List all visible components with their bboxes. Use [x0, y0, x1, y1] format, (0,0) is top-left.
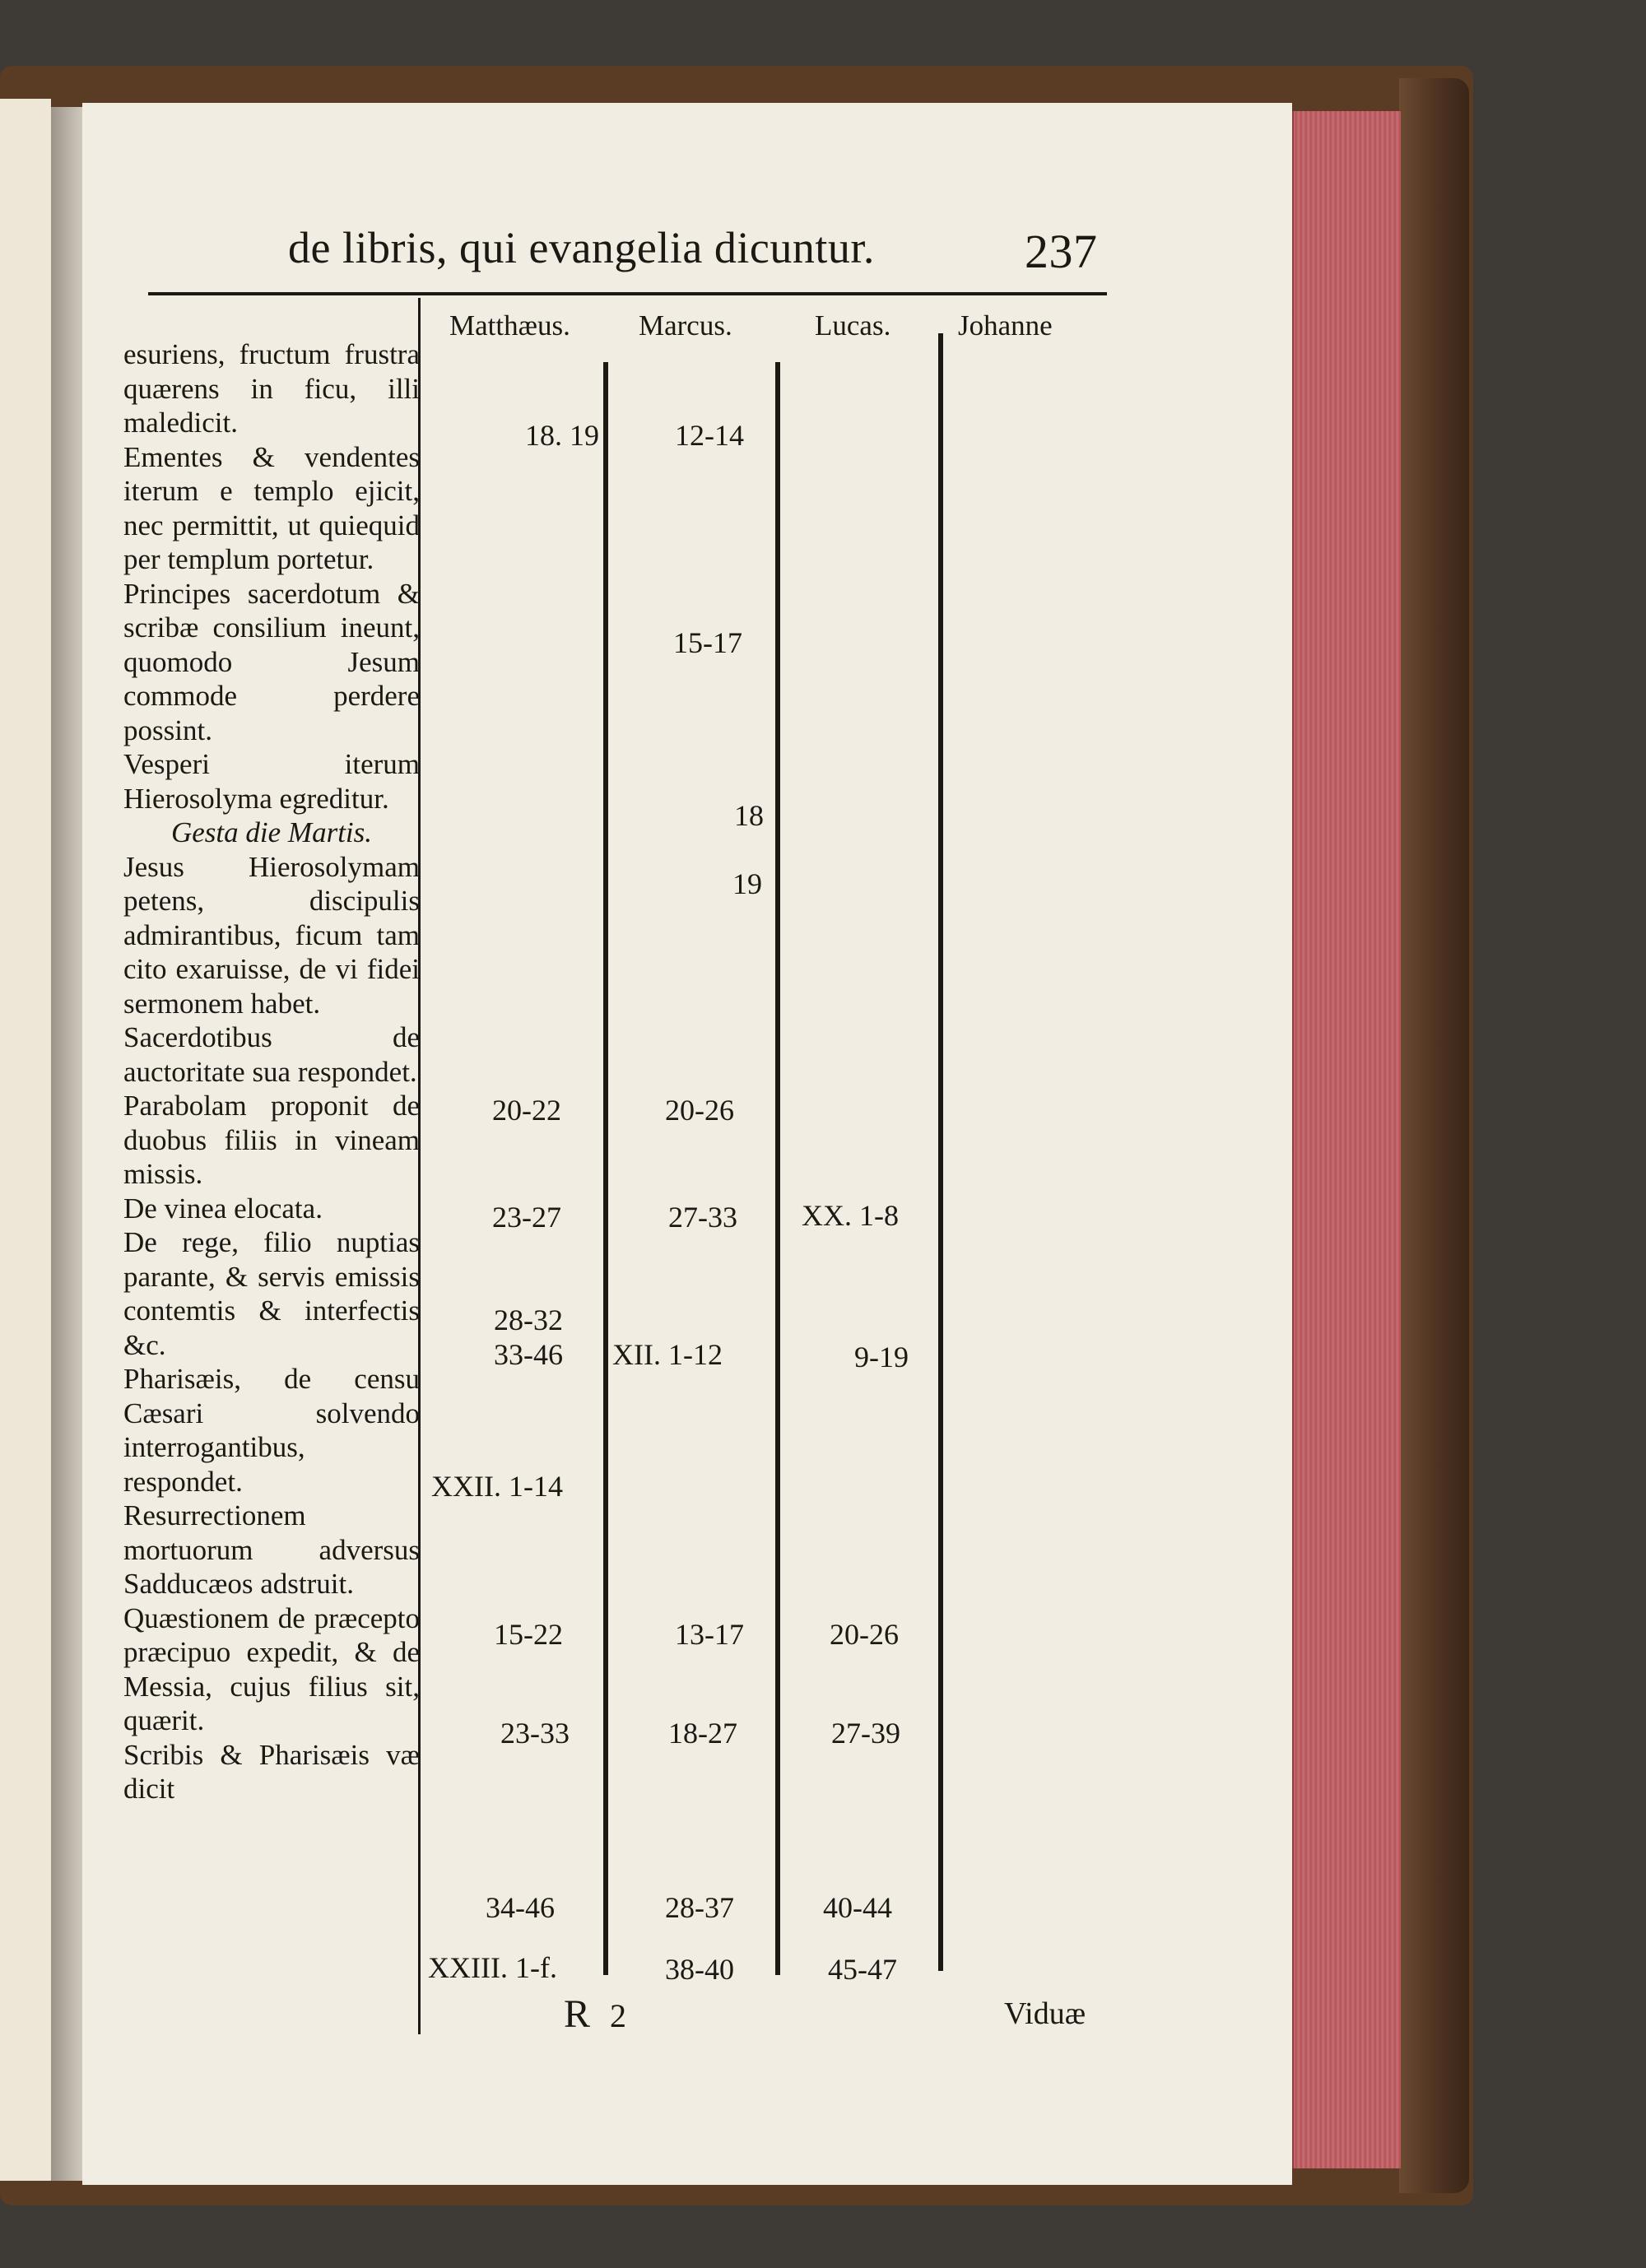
ref-marcus: 12-14: [675, 419, 744, 452]
column-header-johannes: Johanne: [958, 309, 1053, 342]
ref-marcus: 13-17: [675, 1618, 744, 1651]
ref-matthaeus: 20-22: [492, 1094, 561, 1127]
ref-marcus: 18: [734, 799, 764, 832]
signature-mark: [564, 1991, 626, 2037]
column-divider-marcus: [775, 362, 780, 1975]
ref-marcus: 20-26: [665, 1094, 734, 1127]
page-number: 237: [1025, 225, 1098, 278]
left-page-sliver: [0, 99, 51, 2181]
ref-marcus: 27-33: [668, 1201, 737, 1234]
header-title: de libris, qui evangelia dicuntur.: [288, 223, 875, 272]
section-heading: Gesta die Martis.: [171, 816, 373, 848]
ref-lucas: 20-26: [830, 1618, 899, 1651]
ref-marcus: 18-27: [668, 1717, 737, 1750]
ref-matthaeus: 18. 19: [525, 419, 599, 452]
header-rule: [148, 292, 1107, 295]
entry-text: Quæstionem de præcepto præcipuo expedit, & de Messia, cujus filius sit, quærit.: [123, 1601, 420, 1736]
column-header-matthaeus: Matthæus.: [449, 309, 570, 342]
entry-text: esuriens, fructum frustra quærens in ficu, illi maledicit.: [123, 338, 420, 439]
ref-matthaeus: 23-33: [500, 1717, 570, 1750]
signature-number: 2: [610, 1997, 627, 2034]
ref-marcus: 15-17: [673, 626, 742, 659]
entry-text: Jesus Hierosolymam petens, discipulis admirantibus, ficum tam cito exaruisse, de vi fidei sermonem habet.: [123, 850, 420, 1020]
page-edge-red: [1292, 111, 1401, 2168]
ref-matthaeus: 33-46: [494, 1338, 563, 1371]
ref-lucas: 40-44: [823, 1891, 892, 1924]
entry-text: De rege, filio nuptias parante, & servis emissis contemtis & interfectis &c.: [123, 1226, 420, 1361]
ref-lucas: 45-47: [828, 1953, 897, 1986]
column-header-marcus: Marcus.: [639, 309, 732, 342]
ref-lucas: 9-19: [854, 1341, 909, 1373]
ref-matthaeus: 15-22: [494, 1618, 563, 1651]
entry-text: Scribis & Pharisæis væ dicit: [123, 1738, 420, 1805]
ref-matthaeus: XXIII. 1-f.: [428, 1951, 557, 1984]
entry-text: Sacerdotibus de auctoritate sua respondet.: [123, 1021, 420, 1088]
signature-letter: R: [564, 1992, 591, 2036]
ref-matthaeus: 34-46: [486, 1891, 555, 1924]
column-divider-lucas: [938, 333, 943, 1971]
ref-marcus: 38-40: [665, 1953, 734, 1986]
ref-marcus: 19: [732, 867, 762, 900]
description-column: [123, 337, 420, 1806]
cover-edge: [1399, 78, 1469, 2193]
ref-marcus: 28-37: [665, 1891, 734, 1924]
ref-marcus: XII. 1-12: [612, 1338, 723, 1371]
entry-text: Vesperi iterum Hierosolyma egreditur.: [123, 748, 420, 815]
entry-text: Parabolam proponit de duobus filiis in vineam missis.: [123, 1090, 420, 1190]
entry-text: De vinea elocata.: [123, 1192, 323, 1225]
ref-matthaeus: XXII. 1-14: [431, 1470, 563, 1503]
entry-text: Principes sacerdotum & scribæ consilium ineunt, quomodo Jesum commode perdere possint.: [123, 577, 420, 746]
entry-text: Ementes & vendentes iterum e templo ejicit, nec permittit, ut quiequid per templum portetur.: [123, 440, 420, 575]
entry-text: Pharisæis, de censu Cæsari solvendo interrogantibus, respondet.: [123, 1363, 420, 1498]
ref-matthaeus: 23-27: [492, 1201, 561, 1234]
ref-lucas: 27-39: [831, 1717, 900, 1750]
ref-lucas: XX. 1-8: [802, 1199, 899, 1232]
catchword: Viduæ: [1004, 1996, 1086, 2031]
ref-matthaeus: 28-32: [494, 1304, 563, 1336]
column-header-lucas: Lucas.: [815, 309, 891, 342]
column-divider-matthaeus: [603, 362, 608, 1975]
entry-text: Resurrectionem mortuorum adversus Sadducæos adstruit.: [123, 1499, 420, 1600]
